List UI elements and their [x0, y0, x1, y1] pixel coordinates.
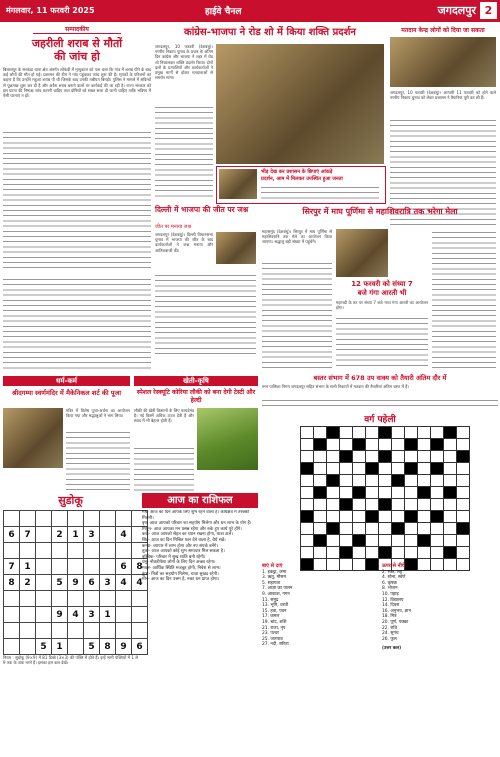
sudoku-cell: 2: [20, 575, 36, 591]
lead-box-headline: भीड़ देख कर प्रशासन के छिपाएं आंकड़े: [261, 169, 333, 175]
across-clue: 5. सहायता: [262, 580, 281, 586]
sudoku-cell: [20, 639, 36, 655]
sudoku-cell: [68, 639, 84, 655]
sudoku-cell: [36, 623, 52, 639]
sudoku-cell: 8: [100, 639, 116, 655]
aarti-title-line-1: 12 फरवरी को संध्या 7: [351, 280, 413, 288]
sudoku-cell: 4: [132, 575, 148, 591]
rashifal-header: [142, 493, 258, 508]
sudoku-cell: [100, 559, 116, 575]
shraddha-headline: श्रीदगम्मा स्वर्णमंदिर में मैकेनिकल शर्ट की पूजा: [11, 389, 122, 397]
sudoku-cell: [20, 623, 36, 639]
sudoku-cell: 2: [52, 527, 68, 543]
sudoku-cell: [68, 623, 84, 639]
sirpur-photo: [336, 229, 388, 277]
right-top-body: जगदलपुर, 10 फरवरी (देशबंधु)। आगामी 11 फरवरी को होने वाले नगरीय निकाय चुनाव को लेकर प्रशासन ने तैयारियां पूरी कर ली हैं।: [390, 90, 496, 101]
across-clue: 9. आकाश, गगन: [262, 591, 290, 597]
across-clue: 3. ऋतु, मौसम: [262, 575, 286, 581]
across-clue: 13. भूमि, धरती: [262, 603, 289, 609]
bjp-body-continued: [155, 272, 256, 354]
bjp-subheadline: जीत पर मनाया जश्न: [155, 224, 192, 230]
sudoku-cell: [4, 591, 20, 607]
sudoku-grid: [3, 510, 148, 655]
issue-date: मंगलवार, 11 फरवरी 2025: [6, 6, 95, 15]
editorial-section: [3, 25, 151, 273]
sudoku-cell: 8: [4, 575, 20, 591]
lead-box-subheadline: प्रदर्शन, आम में मिलकर उपस्थित हुआ जनता: [261, 176, 343, 182]
crossword-down-label: ऊपर से नीचे: [382, 563, 405, 569]
across-clue: 11. समुद्र: [262, 597, 279, 603]
kheti-headline: स्पेशल रेस्क्यूटि कोरिया लौकी को बना देगी टेस्टी और हेल्दी: [136, 389, 256, 404]
lauki-photo: [197, 408, 258, 470]
sudoku-cell: 4: [116, 575, 132, 591]
rashi-item: कुंभ- मित्रों का सहयोग मिलेगा, यात्रा सुखद रहेगी।: [142, 571, 219, 577]
sudoku-cell: 4: [116, 527, 132, 543]
crossword-across-label: बाएं से दाएं: [262, 563, 283, 569]
editorial-label: सम्पादकीय: [33, 25, 121, 34]
across-clue: 19. चांद, शशि: [262, 619, 287, 625]
bjp-body: जगदलपुर (देशबंधु)। दिल्ली विधानसभा चुनाव में भाजपा की जीत के बाद कार्यकर्ताओं ने जश्न मनाया और आतिशबाजी की।: [155, 232, 213, 253]
rashi-item: मकर- आर्थिक स्थिति मजबूत होगी, निवेश से लाभ।: [142, 565, 221, 571]
sirpur-body-continued: [262, 260, 332, 370]
right-top-headline: मतदान केन्द्र लोगों को दिया जा सकता: [401, 27, 485, 34]
sudoku-title: सुडोकू: [58, 494, 83, 507]
aarti-title-line-2: बजे गंगा आरती भी: [357, 289, 407, 297]
sudoku-cell: [36, 511, 52, 527]
right-top-photo: [390, 37, 496, 87]
sudoku-cell: [116, 623, 132, 639]
rashifal-title: आज का राशिफल: [167, 495, 233, 506]
down-clue: 6. कृषक: [382, 580, 397, 586]
sirpur-headline: सिरपुर में माघ पूर्णिमा से महाशिवरात्रि तक भरेगा मेला: [302, 207, 458, 216]
sudoku-cell: [84, 511, 100, 527]
editorial-body: बिलासपुर के सरकंडा थाना क्षेत्र अंतर्गत लोफंदी में मृत्युकाल को पता चला कि गांव में शराब पीने के बाद कई लोगों की मौत हो गई। प्रशासन की टीम ने गांव पहुंचकर जांच शुरू की है। मृतकों के परिजनों का कहना है कि उन्होंने महुआ शराब पी थी जिसके बाद उनकी तबीयत बिगड़ी। पुलिस ने मामले में संदिग्धों से पूछताछ शुरू कर दी है और अवैध शराब बनाने वालों पर कार्रवाई की जा रही है। राज्य सरकार को इस घटना की निष्पक्ष जांच करानी चाहिए तथा दोषियों को सख्त सजा दी जानी चाहिए ताकि भविष्य में ऐसी घटनाएं न हों।: [3, 67, 151, 99]
sudoku-cell: 1: [20, 559, 36, 575]
shraddha-body: मंदिर में विशेष पूजा-अर्चना का आयोजन किया गया और श्रद्धालुओं ने भाग लिया।: [66, 408, 130, 419]
down-clue: 10. पहाड़: [382, 591, 399, 597]
sudoku-cell: 6: [84, 575, 100, 591]
right-column-text: [432, 229, 496, 370]
rashi-item: मीन- आज का दिन उत्तम है, रुका धन प्राप्त होगा।: [142, 577, 220, 583]
down-clue: 2. रक्त, लहू: [382, 569, 403, 575]
sudoku-cell: 9: [52, 607, 68, 623]
sudoku-cell: 1: [52, 639, 68, 655]
crossword-title: वर्ग पहेली: [364, 415, 396, 425]
sudoku-cell: 6: [116, 559, 132, 575]
sudoku-cell: [36, 607, 52, 623]
lead-body: जगदलपुर, 10 फरवरी (देशबंधु)। नगरीय निकाय चुनाव के प्रचार के अंतिम दिन कांग्रेस और भाजपा ने शहर में रोड शो निकालकर शक्ति प्रदर्शन किया। दोनों दलों के प्रत्याशियों और कार्यकर्ताओं ने प्रमुख मार्गों से होकर मतदाताओं से समर्थन मांगा।: [155, 44, 213, 81]
lead-photo: [216, 44, 384, 164]
sudoku-cell: 6: [132, 639, 148, 655]
bjp-headline: [155, 205, 255, 214]
lead-inset-photo: [219, 169, 257, 199]
down-clue: 26. फूल: [382, 636, 397, 642]
down-clue: 14. दिवस: [382, 603, 400, 609]
sudoku-cell: 7: [20, 527, 36, 543]
sudoku-cell: 9: [116, 639, 132, 655]
kheti-section-label: खेती-कृषि: [134, 376, 258, 386]
rashi-item: धनु- नौकरीपेशा लोगों के लिए दिन अच्छा रहेगा।: [142, 560, 216, 566]
aarti-headline: [336, 280, 428, 298]
editorial-continuation: [3, 129, 151, 271]
sudoku-cell: 5: [84, 639, 100, 655]
across-clue: 27. नदी, सरिता: [262, 642, 289, 648]
across-clue: 7. आज्ञा का पालन: [262, 586, 293, 592]
across-clue: 1. इकट्ठा, जमा: [262, 569, 287, 575]
sudoku-cell: [36, 559, 52, 575]
rashi-item: कन्या- व्यापार में लाभ होगा और नए संपर्क बनेंगे।: [142, 543, 219, 549]
rashi-item: सिंह- आज का दिन मिश्रित फल देने वाला है, धैर्य रखें।: [142, 537, 226, 543]
sudoku-cell: [20, 591, 36, 607]
sudoku-cell: [84, 543, 100, 559]
sudoku-cell: 5: [36, 639, 52, 655]
sudoku-cell: [20, 607, 36, 623]
rashi-item: कर्क- आज आपको सेहत का ध्यान रखना होगा, यात्रा टालें।: [142, 532, 233, 538]
rashi-item: मेष- आज का दिन आपके लिए शुभ रहने वाला है। कार्यक्षेत्र में तरक्की मिलेगी।: [142, 510, 249, 521]
aarti-body-continued: [336, 315, 428, 370]
sudoku-cell: [52, 623, 68, 639]
sudoku-cell: [68, 559, 84, 575]
sudoku-cell: 3: [100, 575, 116, 591]
crossword-clues: [262, 564, 498, 754]
sudoku-cell: 9: [68, 575, 84, 591]
shraddha-photo: [3, 408, 63, 468]
sudoku-cell: 7: [4, 559, 20, 575]
lead-headline: कांग्रेस-भाजपा ने रोड शो में किया शक्ति प्रदर्शन: [184, 27, 356, 38]
down-clue: 16. अनुभव, ज्ञान: [382, 608, 411, 614]
sudoku-cell: [4, 623, 20, 639]
across-clue: 15. हवा, पवन: [262, 608, 287, 614]
down-clue: 22. रात्रि: [382, 625, 397, 631]
editorial-title-line-2: की जांच हो: [54, 50, 100, 63]
sudoku-cell: [100, 511, 116, 527]
crossword-grid: [300, 426, 470, 571]
lead-photo-caption-box: [216, 166, 386, 204]
sudoku-cell: [4, 511, 20, 527]
sudoku-cell: [68, 543, 84, 559]
sudoku-cell: [36, 527, 52, 543]
down-clue: 20. पूर्ण, पक्का: [382, 619, 409, 625]
down-clue: 18. मित्र: [382, 614, 397, 620]
sudoku-cell: [52, 543, 68, 559]
rashi-item: मिथुन- आज आपका मन प्रसन्न रहेगा और रुके हुए कार्य पूरे होंगे।: [142, 526, 242, 532]
rashi-item: वृष- आज आपको परिवार का सहयोग मिलेगा और धन लाभ के योग हैं।: [142, 521, 252, 527]
sudoku-instructions: नियम : सुडोकू (9×9) में 81 डिब्बे (3×3) की पंक्ति में होते हैं। इन्हें सभी पंक्तियों में 1 से 9 तक के अंक भरने हैं। इसका हल कल देखें।: [3, 655, 138, 666]
kheti-body-continued: [134, 445, 194, 491]
city-name: जगदलपुर: [437, 4, 476, 17]
sudoku-cell: [100, 527, 116, 543]
sudoku-cell: [84, 591, 100, 607]
rashi-item: वृश्चिक- परिवार में सुख शांति बनी रहेगी।: [142, 554, 206, 560]
page-number: 2: [480, 2, 497, 19]
sudoku-cell: [36, 575, 52, 591]
aarti-body: महानदी के तट पर संध्या 7 बजे भव्य गंगा आरती का आयोजन होगा।: [336, 300, 428, 311]
sirpur-body: महासमुंद (देशबंधु)। सिरपुर में माघ पूर्णिमा से महाशिवरात्रि तक मेले का आयोजन किया जाएगा। श्रद्धालु बड़ी संख्या में पहुंचेंगे।: [262, 229, 332, 245]
down-clue: 12. विद्यालय: [382, 597, 404, 603]
shraddha-section-label: धर्म-कर्म: [3, 376, 130, 386]
rashifal-list: [142, 510, 258, 754]
kheti-body: लौकी की खेती किसानों के लिए फायदेमंद है। नई किस्में अधिक उपज देती हैं और स्वाद में भी बेहतर होती हैं।: [134, 408, 194, 424]
sudoku-cell: [100, 543, 116, 559]
sudoku-cell: [52, 591, 68, 607]
across-clue: 23. पत्थर: [262, 631, 279, 637]
sudoku-cell: 3: [84, 607, 100, 623]
sudoku-cell: [84, 559, 100, 575]
sudoku-cell: [36, 543, 52, 559]
sudoku-cell: [20, 543, 36, 559]
bjp-title: दिल्ली में भाजपा की जीत पर जश्न: [155, 205, 249, 214]
bastar-body-continued: [262, 397, 498, 409]
publication-name: हाईवे चैनल: [205, 7, 242, 17]
sudoku-cell: [52, 559, 68, 575]
sudoku-cell: [4, 607, 20, 623]
bjp-photo: [216, 232, 256, 264]
editorial-title: [3, 37, 151, 63]
sudoku-cell: [116, 607, 132, 623]
sudoku-cell: [20, 511, 36, 527]
sudoku-cell: 1: [100, 607, 116, 623]
sudoku-cell: [84, 623, 100, 639]
sudoku-cell: [116, 543, 132, 559]
across-clue: 17. कमल: [262, 614, 280, 620]
sudoku-cell: [4, 543, 20, 559]
masthead: [0, 0, 500, 22]
sudoku-cell: [68, 511, 84, 527]
sudoku-cell: 8: [132, 559, 148, 575]
sudoku-cell: [4, 639, 20, 655]
editorial-title-line-1: जहरीली शराब से मौतों: [31, 37, 123, 50]
left-lower-text: [3, 276, 151, 370]
sudoku-cell: [116, 591, 132, 607]
sudoku-cell: [36, 591, 52, 607]
shraddha-body-continued: [66, 429, 130, 491]
across-clue: 21. राजा, नृप: [262, 625, 286, 631]
across-clue: 25. जलपात्र: [262, 636, 283, 642]
lead-body-continued: [155, 104, 213, 200]
sudoku-cell: [100, 623, 116, 639]
sudoku-cell: [116, 511, 132, 527]
lead-box-text: [261, 184, 379, 200]
sudoku-cell: 3: [84, 527, 100, 543]
crossword-answer-note: (उत्तर कल): [382, 646, 402, 652]
sudoku-cell: [68, 591, 84, 607]
sudoku-cell: 5: [52, 575, 68, 591]
down-clue: 24. सुगंध: [382, 631, 399, 637]
sudoku-cell: [52, 511, 68, 527]
sudoku-cell: [100, 591, 116, 607]
bastar-headline: बस्तर संभाग में 678 उप वाक्य को तैयारी अंतिम दौर में: [313, 374, 447, 382]
bastar-body: नगर पालिका निगम जगदलपुर सहित संभाग के सभी निकायों में मतदान की तैयारियां अंतिम चरण में हैं।: [262, 384, 409, 389]
rashi-item: तुला- आज आपको कोई शुभ समाचार मिल सकता है।: [142, 549, 225, 555]
sudoku-cell: 4: [68, 607, 84, 623]
down-clue: 8. भोजन: [382, 586, 398, 592]
down-clue: 4. सोना, स्वर्ण: [382, 575, 406, 581]
sudoku-cell: 1: [68, 527, 84, 543]
sudoku-cell: 6: [4, 527, 20, 543]
